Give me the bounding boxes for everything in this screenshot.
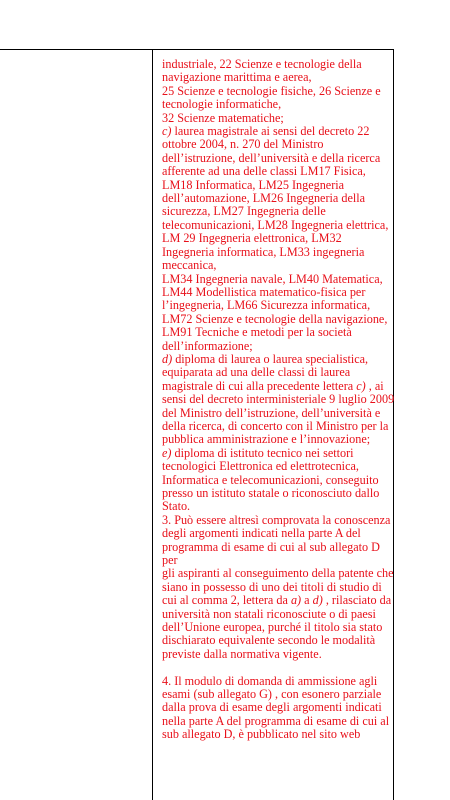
paragraph-gap (162, 661, 392, 674)
table-cell-text (162, 57, 395, 742)
text-line: LM91 Tecniche e metodi per la società (162, 325, 352, 340)
table-column-divider-left (152, 49, 153, 800)
text-line: 3. Può essere altresì comprovata la conoscenza (162, 512, 391, 527)
text-line: del Ministro dell’istruzione, dell’università e (162, 405, 381, 420)
text-line: industriale, 22 Scienze e tecnologie della (162, 57, 362, 71)
text-line: magistrale di cui alla precedente lettera c) , ai (162, 378, 384, 393)
text-line: dell’automazione, LM26 Ingegneria della (162, 191, 366, 206)
text-line: sicurezza, LM27 Ingegneria delle (162, 204, 326, 219)
text-line: LM72 Scienze e tecnologie della navigazione, (162, 311, 388, 326)
text-line: 32 Scienze matematiche; (162, 110, 284, 125)
text-line: della ricerca, di concerto con il Ministro per la (162, 418, 389, 433)
text-line: navigazione marittima e aerea, (162, 70, 312, 85)
text-line: sensi del decreto interministeriale 9 luglio 2009 (162, 392, 395, 407)
text-line: 4. Il modulo di domanda di ammissione agli (162, 673, 378, 688)
text-line: meccanica, (162, 258, 217, 273)
text-line: esami (sub allegato G) , con esonero parziale (162, 687, 382, 702)
text-line: afferente ad una delle classi LM17 Fisica, (162, 164, 366, 179)
text-line: dalla prova di esame degli argomenti indicati (162, 700, 382, 715)
text-line: c) laurea magistrale ai sensi del decreto 22 (162, 124, 370, 139)
text-line: dischiarato equivalente secondo le modalità (162, 633, 376, 648)
text-line: presso un istituto statale o riconosciuto dallo (162, 486, 380, 500)
text-line: siano in possesso di uno dei titoli di studio di (162, 579, 382, 594)
text-line: dell’informazione; (162, 338, 253, 353)
text-line: LM18 Informatica, LM25 Ingegneria (162, 177, 345, 192)
text-line: Informatica e telecomunicazioni, conseguito (162, 472, 379, 487)
text-line: pubblica amministrazione e l’innovazione; (162, 432, 371, 447)
text-line: ottobre 2004, n. 270 del Ministro (162, 137, 324, 152)
table-column-divider-right (393, 49, 394, 800)
table-top-border (0, 49, 394, 50)
text-line: programma di esame di cui al sub allegato D (162, 539, 380, 554)
text-line: nella parte A del programma di esame di cui al (162, 713, 390, 728)
text-line: Ingegneria informatica, LM33 ingegneria (162, 244, 365, 259)
text-line: tecnologie informatiche, (162, 97, 282, 112)
text-line: 25 Scienze e tecnologie fisiche, 26 Scienze e (162, 83, 381, 98)
text-line: equiparata ad una delle classi di laurea (162, 365, 351, 380)
text-line: gli aspiranti al conseguimento della patente che (162, 566, 394, 581)
text-line: per (162, 553, 178, 568)
text-line: previste dalla normativa vigente. (162, 646, 322, 661)
text-line: cui al comma 2, lettera da a) a d) , rilasciato da (162, 593, 392, 608)
text-line: LM 29 Ingegneria elettronica, LM32 (162, 231, 342, 246)
text-line: telecomunicazioni, LM28 Ingegneria elettrica, (162, 217, 389, 232)
text-line: università non statali riconosciute o di paesi (162, 606, 376, 621)
text-line: LM44 Modellistica matematico-fisica per (162, 284, 366, 299)
text-line: e) diploma di istituto tecnico nei settori (162, 445, 354, 460)
text-line: degli argomenti indicati nella parte A del (162, 526, 361, 541)
text-line: l’ingegneria, LM66 Sicurezza informatica, (162, 298, 371, 313)
text-line: LM34 Ingegneria navale, LM40 Matematica, (162, 271, 383, 286)
text-line: tecnologici Elettronica ed elettrotecnica, (162, 459, 359, 474)
text-line: dell’Unione europea, purché il titolo sia stato (162, 620, 383, 635)
text-line: sub allegato D, è pubblicato nel sito web (162, 727, 361, 742)
text-line: dell’istruzione, dell’università e della ricerca (162, 150, 381, 165)
text-line: Stato. (162, 499, 191, 514)
text-line: d) diploma di laurea o laurea specialistica, (162, 351, 369, 366)
